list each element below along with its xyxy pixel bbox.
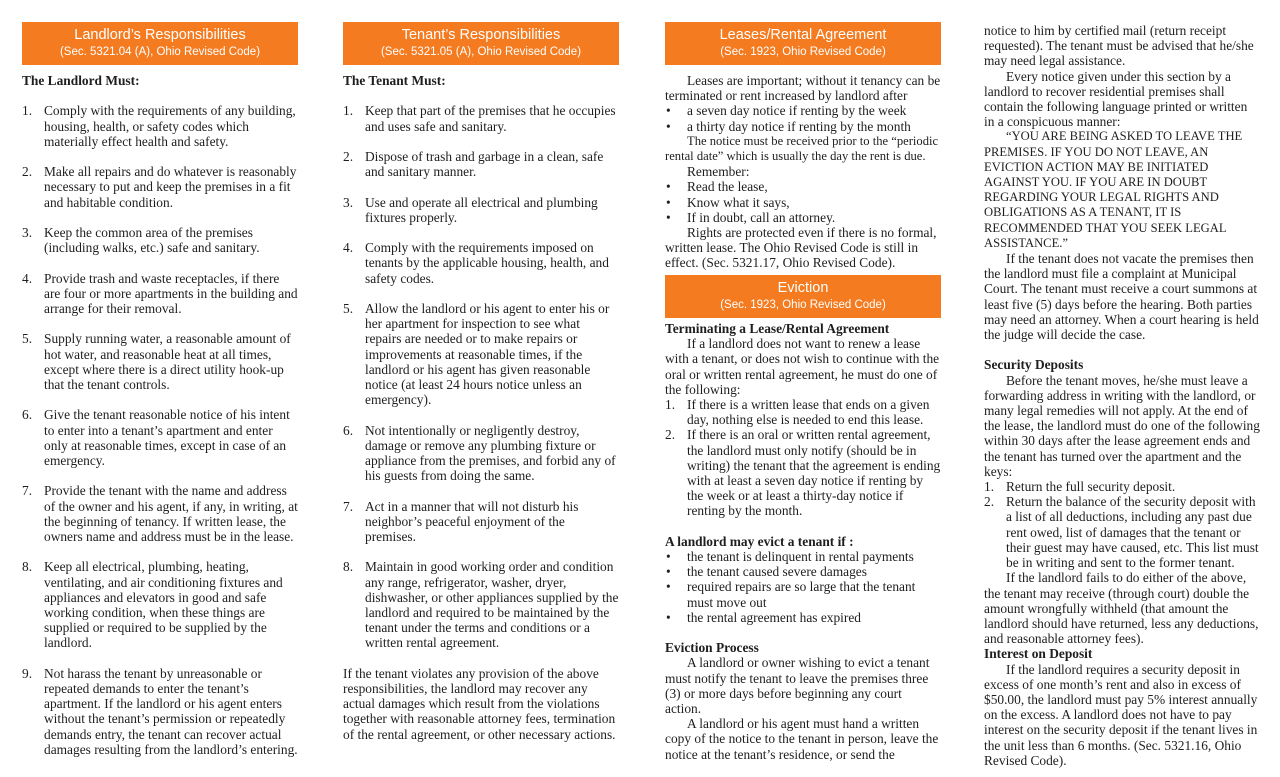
section-title: Landlord’s Responsibilities — [74, 27, 246, 43]
subheading: Terminating a Lease/Rental Agreement — [665, 321, 890, 336]
remember-label: Remember: — [687, 164, 750, 180]
list-item-text: Maintain in good working order and condition any range, refrigerator, washer, dryer, dishwasher, or other appliances supplied by the landlord and required to be maintained by the tenant under the terms and conditions or a written rental agreement. — [365, 559, 619, 651]
section-title: Eviction — [777, 280, 829, 296]
landlord-responsibilities-section — [22, 22, 298, 772]
list-number: 2. — [22, 164, 33, 180]
list-item-text: Return the full security deposit. — [1006, 479, 1176, 495]
subheading: Eviction Process — [665, 640, 759, 656]
tenant-duties-list — [343, 103, 619, 650]
list-number: 2. — [343, 148, 354, 164]
paragraph: Leases are important; without it tenancy can be terminated or rent increased by landlord after — [665, 73, 941, 104]
list-number: 5. — [343, 300, 354, 316]
notice-bullets — [665, 103, 941, 133]
subheading: Interest on Deposit — [984, 646, 1093, 662]
list-item-text: Read the lease, — [687, 179, 768, 195]
paragraph: Every notice given under this section by a landlord to recover residential premises shall contain the following language printed or written in a conspicuous manner: — [984, 68, 1248, 130]
paragraph: Before the tenant moves, he/she must leave a forwarding address in writing with the landlord, or many legal remedies will not apply. At the end of the lease, the landlord must do one of the following within 30 days after the lease agreement ends and the tenant has turned over the apartment and the keys: — [984, 372, 1260, 479]
list-item-text: the rental agreement has expired — [687, 609, 861, 625]
list-number: 7. — [343, 498, 354, 514]
list-item-text: Keep that part of the premises that he occupies and uses safe and sanitary. — [365, 103, 616, 134]
list-item-text: Keep the common area of the premises (including walks, etc.) safe and sanitary. — [44, 224, 260, 256]
section-intro: The Landlord Must: — [22, 73, 140, 88]
paragraph: A landlord or owner wishing to evict a tenant must notify the tenant to leave the premises three (3) or more days before beginning any court action. — [665, 655, 930, 717]
list-item-text: a seven day notice if renting by the week — [687, 103, 907, 119]
list-number: 1. — [22, 103, 33, 119]
section-subtitle: (Sec. 1923, Ohio Revised Code) — [720, 299, 886, 311]
list-item-text: Dispose of trash and garbage in a clean, safe and sanitary manner. — [365, 148, 604, 180]
list-item — [22, 164, 298, 210]
list-number: 2. — [984, 494, 995, 510]
list-item — [22, 559, 298, 650]
leases-section — [665, 22, 941, 271]
section-title: Tenant’s Responsibilities — [401, 27, 561, 43]
list-number: 7. — [22, 483, 33, 499]
list-item — [665, 195, 941, 210]
list-item — [22, 271, 298, 317]
tenant-responsibilities-section — [343, 22, 619, 742]
list-item-text: Know what it says, — [687, 194, 790, 210]
eviction-continued-section — [984, 23, 1260, 768]
list-number: 1. — [984, 479, 995, 495]
eviction-reasons-list — [665, 549, 941, 625]
list-item-text: If there is a written lease that ends on a given day, nothing else is needed to end this lease. — [687, 397, 930, 428]
landlord-duties-list — [22, 103, 298, 757]
list-item-text: the tenant is delinquent in rental payments — [687, 549, 914, 565]
list-number: 1. — [665, 397, 676, 413]
section-header — [665, 275, 941, 318]
list-item — [343, 103, 619, 133]
list-item-text: the tenant caused severe damages — [687, 564, 867, 580]
paragraph: notice to him by certified mail (return receipt requested). The tenant must be advised that he/she may need legal assistance. — [984, 23, 1254, 69]
list-number: 9. — [22, 665, 33, 681]
section-title: Leases/Rental Agreement — [719, 27, 887, 43]
list-item — [665, 103, 941, 118]
list-item-text: a thirty day notice if renting by the month — [687, 118, 911, 134]
list-item-text: Allow the landlord or his agent to enter his or her apartment for inspection to see what repairs are needed or to make repairs or improvements at reasonable times, if the landlord or his agent has given reasonable notice (at least 24 hours notice unless an emergency). — [365, 300, 610, 408]
list-item — [343, 195, 619, 225]
subheading: Security Deposits — [984, 357, 1084, 373]
list-item — [22, 103, 298, 149]
paragraph: If a landlord does not want to renew a lease with a tenant, or does not wish to continue with the oral or written rental agreement, he must do one of the following: — [665, 336, 940, 397]
list-item — [665, 610, 941, 625]
list-item-text: If there is an oral or written rental agreement, the landlord must only notify (should be in writing) the tenant that the agreement is ending with at least a seven day notice if renting by the week or at least a thirty-day notice if renting by the month. — [687, 427, 941, 519]
list-item — [22, 407, 298, 468]
list-item-text: Provide trash and waste receptacles, if there are four or more apartments in the building and arrange for their removal. — [44, 270, 298, 316]
list-item — [343, 240, 619, 286]
list-item — [22, 225, 298, 255]
list-item — [343, 423, 619, 484]
list-number: 2. — [665, 427, 676, 443]
list-item-text: Make all repairs and do whatever is reasonably necessary to put and keep the premises in a fit and habitable condition. — [44, 164, 297, 210]
list-number: 5. — [22, 331, 33, 347]
paragraph: If the tenant does not vacate the premises then the landlord must file a complaint at Municipal Court. The tenant must receive a court summons at least five (5) days before the hearing. Both parties may need an attorney. When a court hearing is held the judge will decide the case. — [984, 251, 1259, 343]
section-header — [665, 22, 941, 65]
remember-bullets — [665, 179, 941, 225]
list-item-text: required repairs are so large that the tenant must move out — [687, 579, 916, 610]
section-subtitle: (Sec. 5321.04 (A), Ohio Revised Code) — [59, 46, 261, 58]
list-item — [22, 331, 298, 392]
list-number: 6. — [22, 407, 33, 423]
section-subtitle: (Sec. 5321.05 (A), Ohio Revised Code) — [380, 46, 582, 58]
paragraph: If the landlord requires a security deposit in excess of one month’s rent and also in excess of $50.00, the landlord must pay 5% interest annually on the excess. A landlord does not have to pay interest on the security deposit if the tenant lives in the unit less than 6 months. (Sec. 5321.16, Ohio Revised Code). — [984, 661, 1258, 768]
list-item — [665, 549, 941, 564]
list-item-text: Comply with the requirements imposed on tenants by the applicable housing, health, and safety codes. — [365, 240, 609, 286]
list-item — [665, 210, 941, 225]
list-number: 3. — [22, 224, 33, 240]
list-number: 4. — [22, 270, 33, 286]
list-item — [665, 579, 941, 609]
section-intro: The Tenant Must: — [343, 73, 446, 88]
list-number: 1. — [343, 103, 354, 119]
list-item — [343, 149, 619, 179]
termination-options-list — [665, 397, 941, 519]
paragraph: A landlord or his agent must hand a written copy of the notice to the tenant in person, leave the notice at the tenant’s residence, or send the — [665, 716, 939, 762]
list-item — [343, 301, 619, 407]
eviction-notice-quote: “YOU ARE BEING ASKED TO LEAVE THE PREMISES. IF YOU DO NOT LEAVE, AN EVICTION ACTION MAY BE INITIATED AGAINST YOU. IF YOU ARE IN DOUBT REGARDING YOUR LEGAL RIGHTS AND OBLIGATIONS AS A TENANT, IT IS RECOMMENDED THAT YOU SEEK LEGAL ASSISTANCE.” — [984, 129, 1243, 250]
paragraph: The notice must be received prior to the “periodic rental date” which is usually the day the rent is due. — [665, 133, 939, 164]
list-number: 8. — [22, 559, 33, 575]
list-item-text: Use and operate all electrical and plumbing fixtures properly. — [365, 194, 598, 225]
section-header — [22, 22, 298, 65]
eviction-section — [665, 275, 941, 762]
list-item-text: Comply with the requirements of any building, housing, health, or safety codes which materially effect health and safety. — [44, 103, 296, 149]
list-number: 4. — [343, 240, 354, 256]
list-item — [22, 483, 298, 544]
section-header — [343, 22, 619, 65]
list-item — [343, 499, 619, 545]
list-item-text: Not harass the tenant by unreasonable or repeated demands to enter the tenant’s apartment. If the landlord or his agent enters without the tenant’s permission or repeatedly demands entry, the tenant can recover actual damages resulting from the landlord’s entering. — [44, 665, 298, 757]
list-item-text: Return the balance of the security deposit with a list of all deductions, including any past due rent owed, list of damages that the tenant or their guest may have caused, etc. This list must be in writing and sent to the former tenant. — [1006, 494, 1259, 571]
list-item — [665, 397, 941, 427]
list-item — [343, 559, 619, 650]
list-item-text: Act in a manner that will not disturb his neighbor’s peaceful enjoyment of the premises. — [365, 498, 579, 544]
list-item-text: Give the tenant reasonable notice of his intent to enter into a tenant’s apartment and enter only at reasonable times, except in case of an emergency. — [44, 407, 290, 468]
list-number: 3. — [343, 194, 354, 210]
list-item — [665, 427, 941, 518]
list-item-text: Keep all electrical, plumbing, heating, ventilating, and air conditioning fixtures and appliances and elevators in good and safe working condition, when these things are supplied or required to be supplied by the landlord. — [44, 559, 283, 651]
list-item — [665, 119, 941, 134]
list-item-text: Not intentionally or negligently destroy, damage or remove any plumbing fixture or appliance from the premises, and forbid any of his guests from doing the same. — [365, 422, 616, 484]
list-item — [984, 479, 1260, 494]
deposit-options-list — [984, 479, 1260, 570]
list-item — [665, 179, 941, 194]
list-item-text: Provide the tenant with the name and address of the owner and his agent, if any, in writing, at the beginning of tenancy. If written lease, the owners name and address must be in the lease. — [44, 483, 298, 544]
list-item — [22, 666, 298, 757]
paragraph: Rights are protected even if there is no formal, written lease. The Ohio Revised Code is still in effect. (Sec. 5321.17, Ohio Revised Code). — [665, 225, 937, 271]
list-item-text: If in doubt, call an attorney. — [687, 209, 836, 225]
list-item — [984, 494, 1260, 570]
section-subtitle: (Sec. 1923, Ohio Revised Code) — [720, 46, 886, 58]
list-item — [665, 564, 941, 579]
list-item-text: Supply running water, a reasonable amount of hot water, and reasonable heat at all times, except where there is a direct utility hook-up that the tenant controls. — [44, 331, 291, 392]
list-number: 6. — [343, 422, 354, 438]
list-number: 8. — [343, 559, 354, 575]
subheading: A landlord may evict a tenant if : — [665, 533, 854, 549]
tenant-closing-paragraph: If the tenant violates any provision of the above responsibilities, the landlord may recover any actual damages which result from the violations together with reasonable attorney fees, termination of the rental agreement, or other necessary actions. — [343, 665, 616, 742]
paragraph: If the landlord fails to do either of the above, the tenant may receive (through court) double the amount wrongfully withheld (that amount the landlord should have returned, less any deductions, and reasonable attorney fees). — [984, 570, 1259, 647]
